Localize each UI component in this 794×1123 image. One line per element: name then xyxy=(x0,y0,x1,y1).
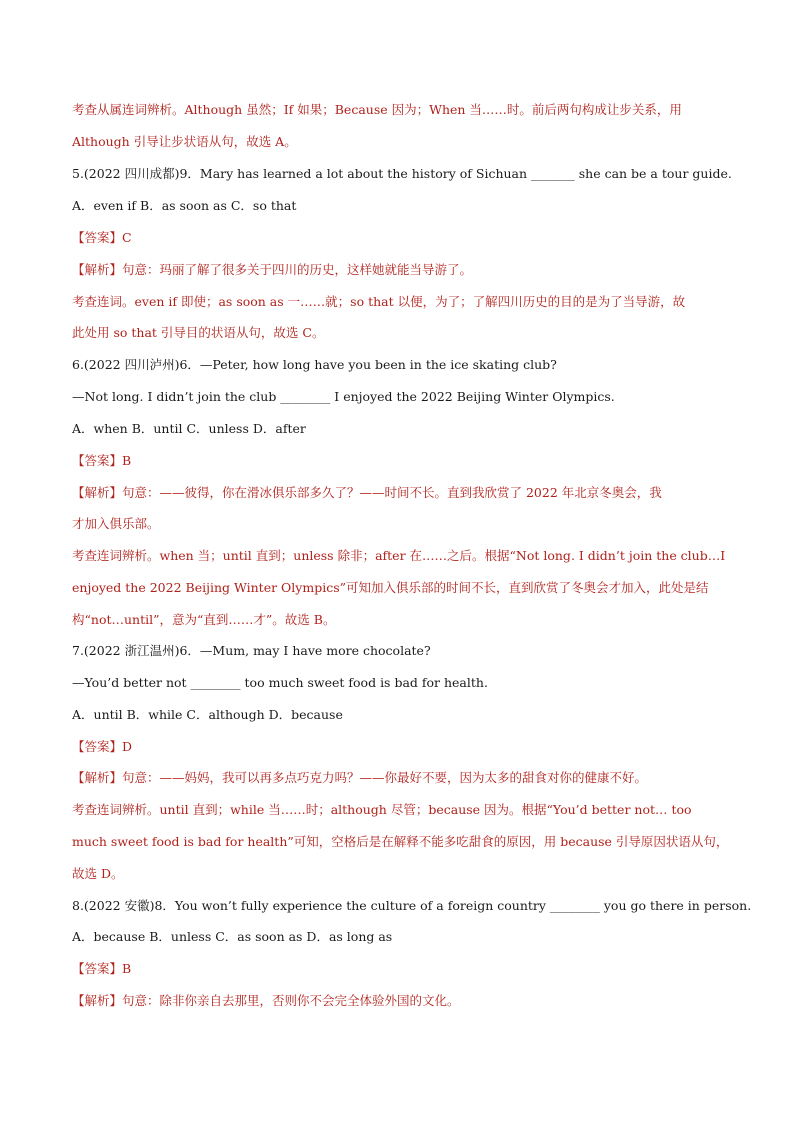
options-line: A．because B．unless C．as soon as D．as long as xyxy=(72,929,393,944)
analysis-line: 【解析】句意：——妈妈，我可以再多点巧克力吗？——你最好不要，因为太多的甜食对你的健康不好。 xyxy=(72,770,648,785)
answer-line: 【答案】C xyxy=(72,230,132,245)
analysis-line: 【解析】句意：——彼得，你在滑冰俱乐部多久了？——时间不长。直到我欣赏了 2022 年北京冬奥会，我 xyxy=(72,485,662,500)
options-line: A．until B．while C．although D．because xyxy=(72,707,343,722)
question-line: 6.(2022 四川泸州)6．—Peter, how long have you been in the ice skating club? xyxy=(72,357,557,372)
explanation-line: Although 引导让步状语从句，故选 A。 xyxy=(72,134,297,149)
explanation-line: 故选 D。 xyxy=(72,866,124,881)
options-line: A．even if B．as soon as C．so that xyxy=(72,198,297,213)
explanation-line: enjoyed the 2022 Beijing Winter Olympics”可知加入俱乐部的时间不长，直到欣赏了冬奥会才加入，此处是结 xyxy=(72,580,709,595)
answer-line: 【答案】B xyxy=(72,453,132,468)
explanation-line: 考查连词。even if 即使；as soon as 一……就；so that 以便，为了；了解四川历史的目的是为了当导游，故 xyxy=(72,294,686,309)
analysis-line: 【解析】句意：玛丽了解了很多关于四川的历史，这样她就能当导游了。 xyxy=(72,262,473,277)
question-line: 8.(2022 安徽)8．You won’t fully experience the culture of a foreign country ________ you go there in person. xyxy=(72,898,752,913)
answer-line: 【答案】D xyxy=(72,739,133,754)
explanation-line: much sweet food is bad for health”可知，空格后是在解释不能多吃甜食的原因，用 because 引导原因状语从句， xyxy=(72,834,729,849)
question-line: —Not long. I didn’t join the club ________ I enjoyed the 2022 Beijing Winter Olympics. xyxy=(72,389,615,404)
question-line: —You’d better not ________ too much sweet food is bad for health. xyxy=(72,675,488,690)
explanation-line: 考查连词辨析。until 直到；while 当……时；although 尽管；because 因为。根据“You’d better not… too xyxy=(72,802,692,817)
explanation-line: 构“not…until”，意为“直到……才”。故选 B。 xyxy=(72,612,336,627)
explanation-line: 考查从属连词辨析。Although 虽然；If 如果；Because 因为；When 当……时。前后两句构成让步关系，用 xyxy=(72,102,682,117)
analysis-line: 才加入俱乐部。 xyxy=(72,516,160,531)
explanation-line: 此处用 so that 引导目的状语从句，故选 C。 xyxy=(72,325,325,340)
analysis-line: 【解析】句意：除非你亲自去那里，否则你不会完全体验外国的文化。 xyxy=(72,993,460,1008)
question-line: 7.(2022 浙江温州)6．—Mum, may I have more chocolate? xyxy=(72,643,431,658)
answer-line: 【答案】B xyxy=(72,961,132,976)
explanation-line: 考查连词辨析。when 当；until 直到；unless 除非；after 在……之后。根据“Not long. I didn’t join the club…I xyxy=(72,548,726,563)
options-line: A．when B．until C．unless D．after xyxy=(72,421,306,436)
question-line: 5.(2022 四川成都)9．Mary has learned a lot about the history of Sichuan _______ she can be a tour guide. xyxy=(72,166,732,181)
